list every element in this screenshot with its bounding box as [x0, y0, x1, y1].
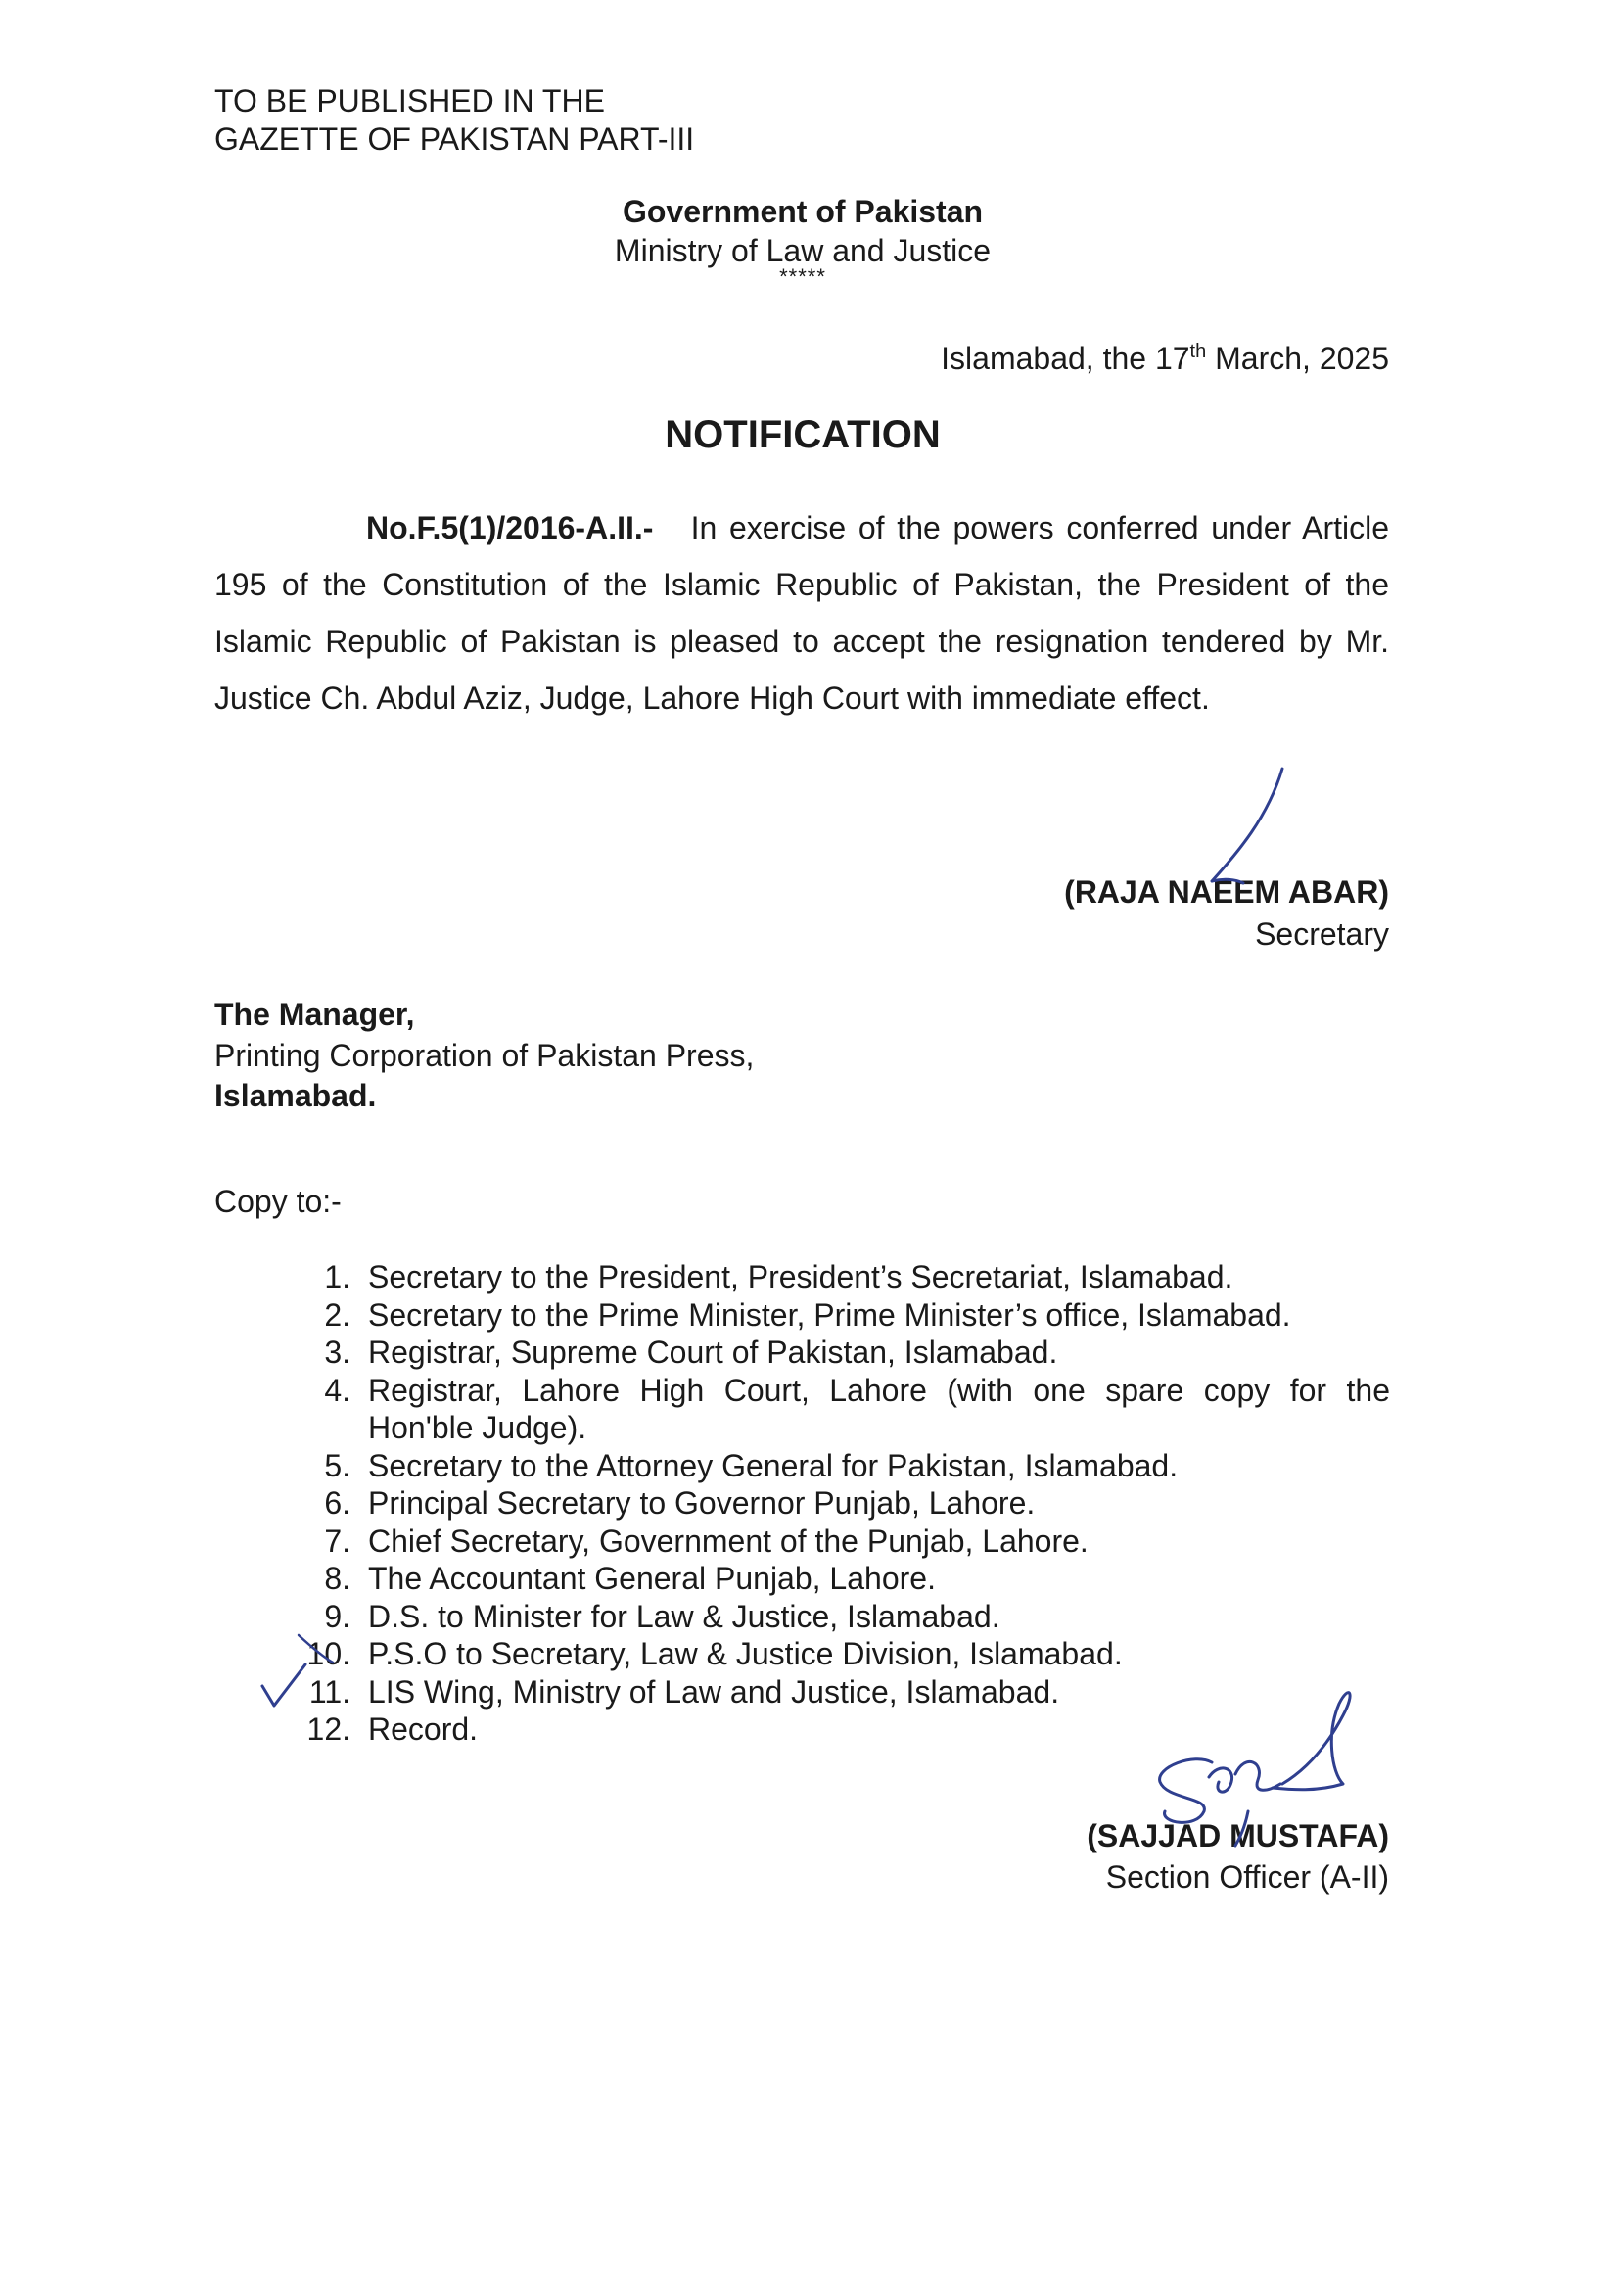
list-item: 7. Chief Secretary, Government of the Punjab, Lahore. [324, 1523, 1089, 1559]
list-item: 9. D.S. to Minister for Law & Justice, Islamabad. [324, 1598, 1000, 1634]
notification-text: In exercise of the powers conferred under Article 195 of the Constitution of the Islamic Republic of Pakistan, the President of the Islamic Republic of Pakistan is pleased to accept the resignation tendered by Mr. Justice Ch. Abdul Aziz, Judge, Lahore High Court with immediate effect. [214, 510, 1390, 716]
page-title: NOTIFICATION [665, 413, 941, 456]
list-item: 8. The Accountant General Punjab, Lahore. [324, 1561, 936, 1596]
addressee-line-1: The Manager, [214, 997, 415, 1032]
notification-date [941, 341, 1389, 377]
gazette-line-2: GAZETTE OF PAKISTAN PART-III [214, 121, 695, 158]
list-item: 10. P.S.O to Secretary, Law & Justice Division, Islamabad. [306, 1636, 1123, 1671]
notification-body [214, 499, 1389, 726]
gazette-line-1: TO BE PUBLISHED IN THE [214, 83, 605, 118]
heading-separator: ***** [779, 264, 826, 289]
addressee-line-3: Islamabad. [214, 1078, 377, 1114]
list-item: 4. Registrar, Lahore High Court, Lahore (with one spare copy for the Hon'ble Judge). [324, 1372, 1390, 1445]
gazette-notice [214, 82, 694, 159]
notification-number: No.F.5(1)/2016-A.II.- [366, 510, 654, 545]
list-item: 2. Secretary to the Prime Minister, Prime Minister’s office, Islamabad. [324, 1296, 1291, 1333]
government-heading: Government of Pakistan [622, 194, 984, 229]
section-officer-designation: Section Officer (A-II) [1105, 1859, 1389, 1895]
secretary-signature [1212, 769, 1282, 883]
list-item: 6. Principal Secretary to Governor Punjab, Lahore. [324, 1485, 1036, 1521]
section-officer-name: (SAJJAD MUSTAFA) [1087, 1818, 1389, 1853]
list-item: 1. Secretary to the President, President’s Secretariat, Islamabad. [324, 1259, 1233, 1294]
secretary-name: (RAJA NAEEM ABAR) [1064, 874, 1389, 910]
date-prefix: Islamabad, the 17 [941, 341, 1190, 376]
copy-to-list [294, 1258, 1390, 1749]
addressee-block [214, 995, 754, 1117]
addressee-line-2: Printing Corporation of Pakistan Press, [214, 1037, 755, 1073]
list-item: 5. Secretary to the Attorney General for Pakistan, Islamabad. [324, 1447, 1179, 1483]
list-item: 3. Registrar, Supreme Court of Pakistan, Islamabad. [324, 1335, 1058, 1370]
list-item: 12. Record. [306, 1711, 479, 1747]
secretary-designation: Secretary [1255, 916, 1389, 952]
ministry-heading: Ministry of Law and Justice [614, 233, 992, 268]
list-item: 11. LIS Wing, Ministry of Law and Justice, Islamabad. [308, 1673, 1060, 1710]
date-suffix: March, 2025 [1206, 341, 1389, 376]
copy-to-label: Copy to:- [214, 1184, 342, 1219]
date-ordinal: th [1189, 341, 1207, 362]
